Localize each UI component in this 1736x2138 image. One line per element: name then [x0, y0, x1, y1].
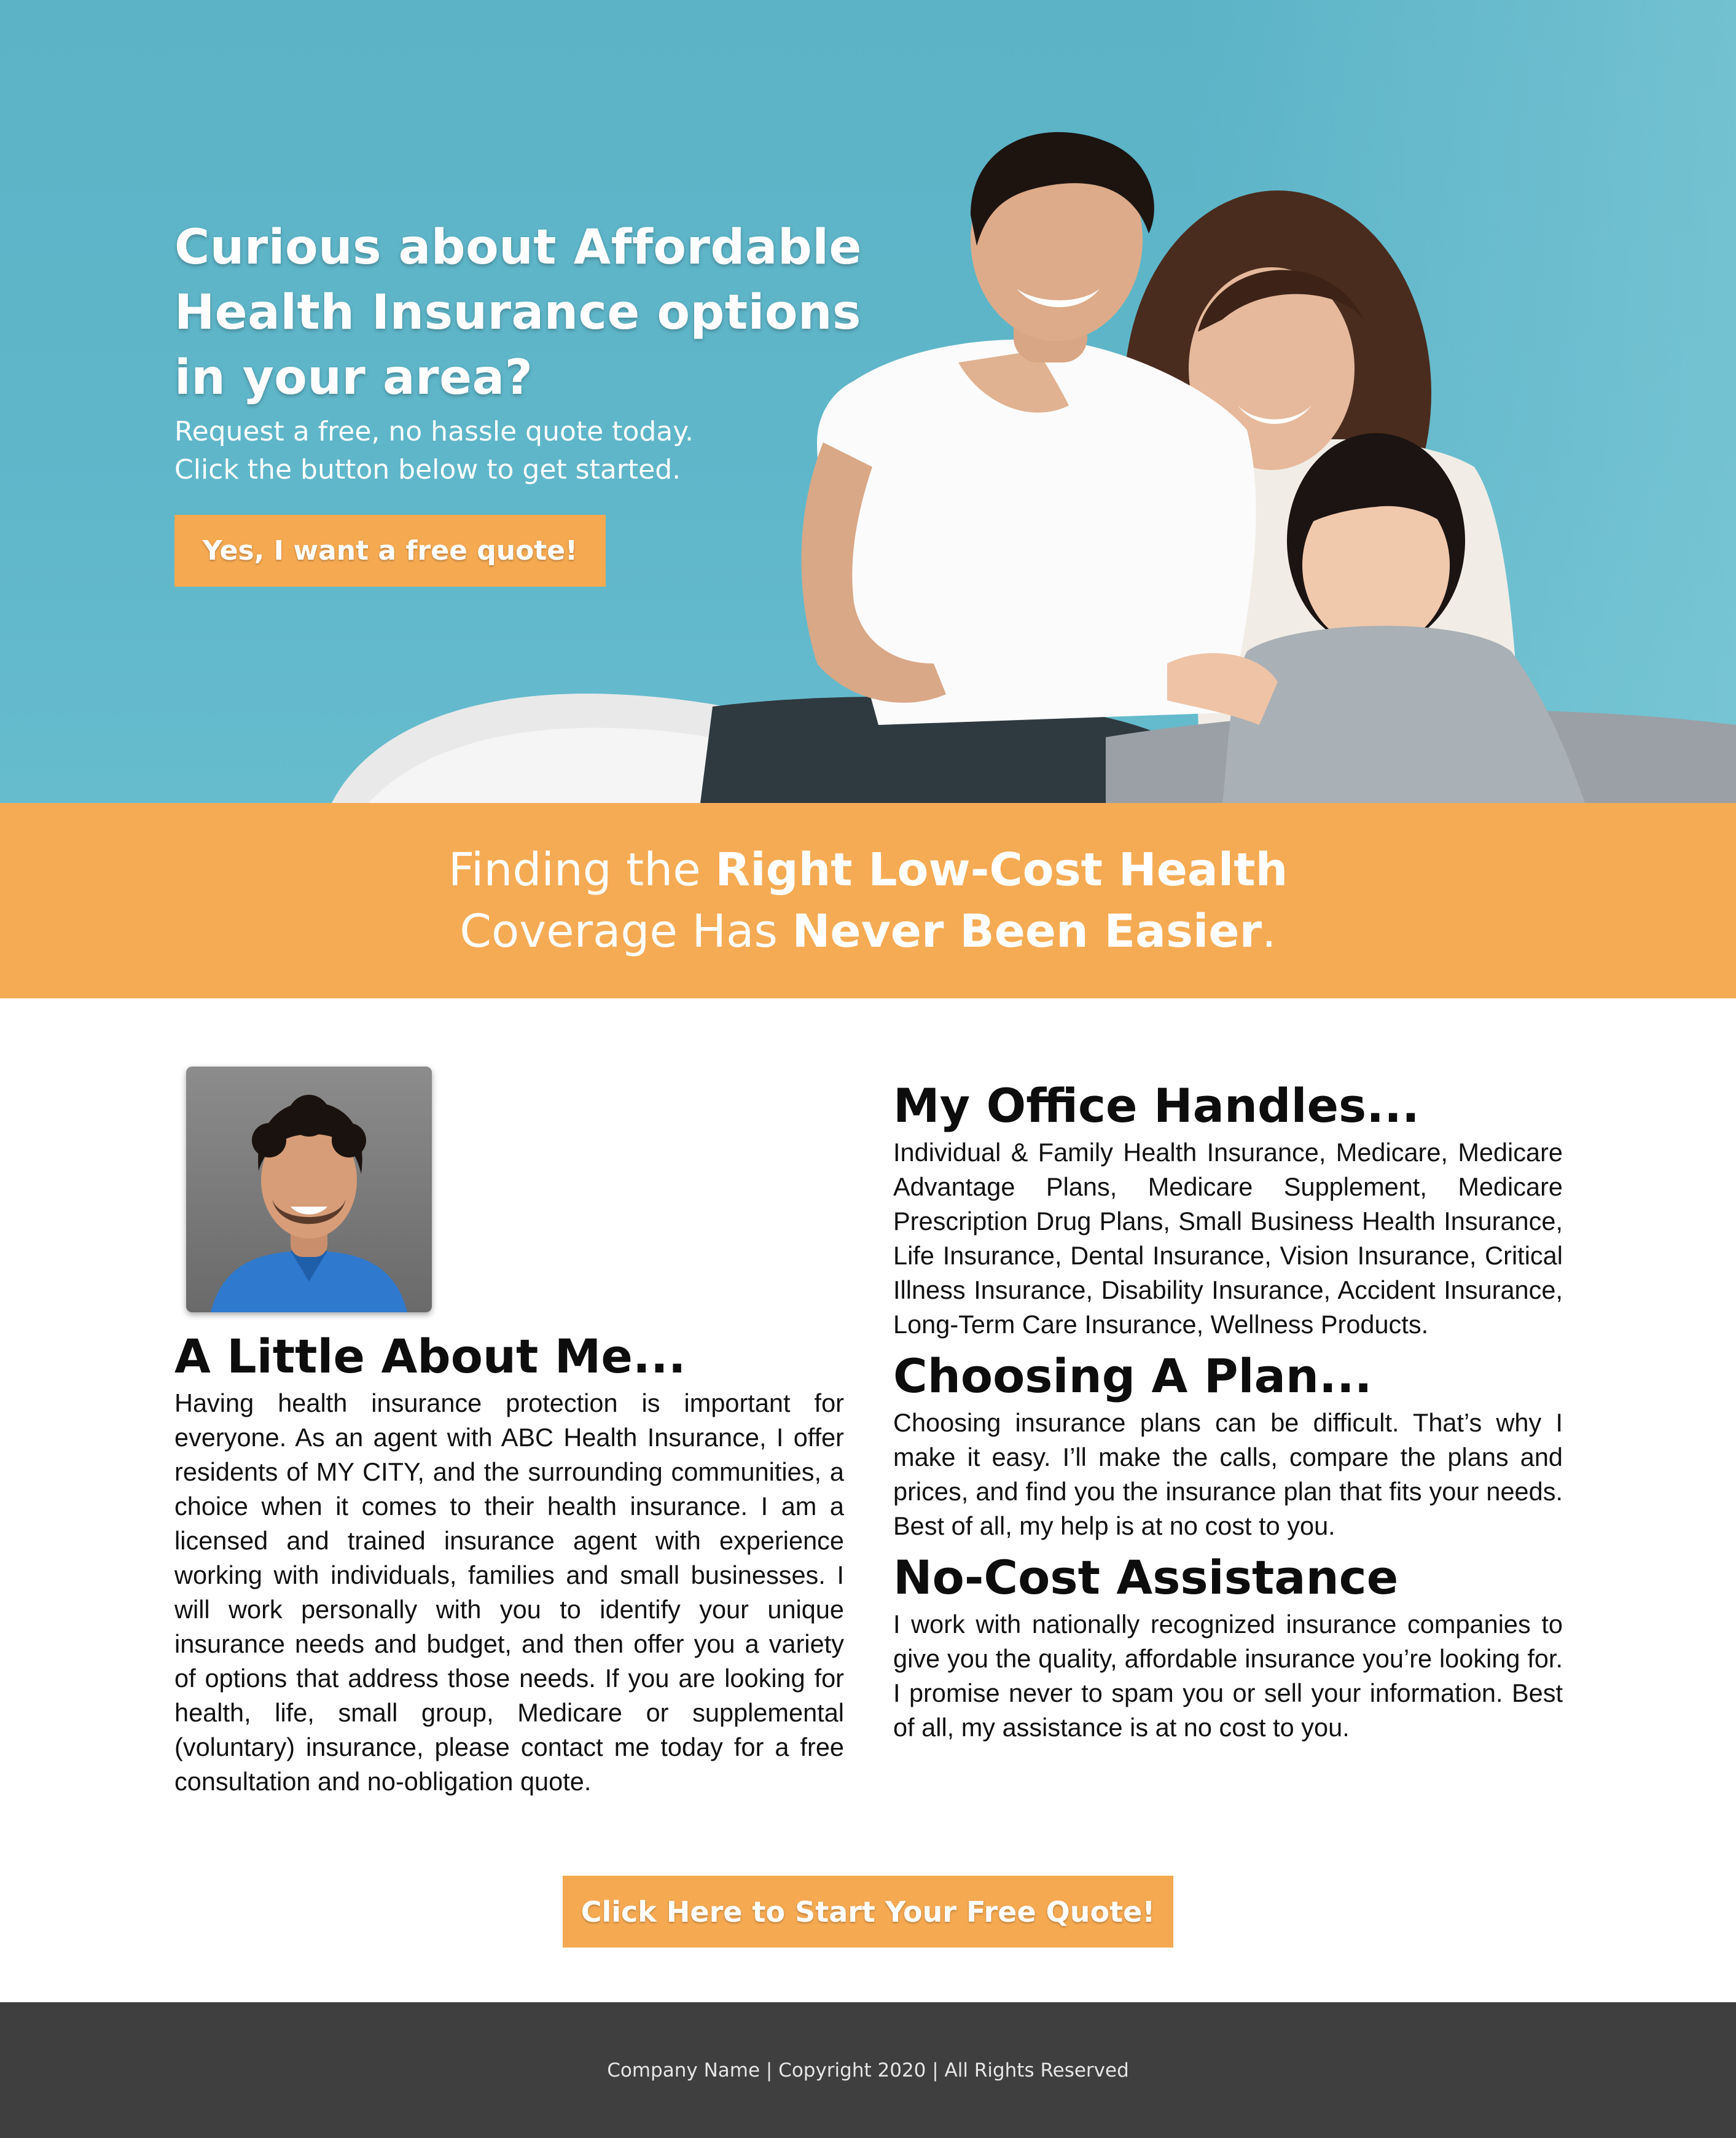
- hero-title: [174, 215, 912, 410]
- free-quote-button[interactable]: Yes, I want a free quote!: [174, 515, 606, 587]
- agent-portrait-icon: [186, 1067, 432, 1312]
- choosing-plan-body: Choosing insurance plans can be difficult. That’s why I make it easy. I’ll make the calls, compare the plans and prices, and find you the insurance plan that fits your needs. Best of all, my help is at no cost to you.: [893, 1408, 1563, 1540]
- services-column: [893, 1076, 1563, 1750]
- no-cost-assistance-heading: No-Cost Assistance: [893, 1550, 1399, 1605]
- choosing-plan-heading: Choosing A Plan...: [893, 1349, 1372, 1403]
- tagline-period: .: [1262, 905, 1277, 958]
- agent-photo: [186, 1067, 432, 1312]
- footer-copyright: Company Name | Copyright 2020 | All Rights Reserved: [607, 2059, 1129, 2081]
- tagline-line-1: [448, 839, 1288, 901]
- no-cost-assistance-section: [893, 1548, 1563, 1745]
- about-me-body: Having health insurance protection is important for everyone. As an agent with ABC Health Insurance, I offer residents of MY CITY, and the surrounding communities, a choice when it comes to their health insurance. I am a licensed and trained insurance agent with experience working with individuals, families and small businesses. I will work personally with you to identify your unique insurance needs and budget, and then offer you a variety of options that address those needs. If you are looking for health, life, small group, Medicare or supplemental (voluntary) insurance, please contact me today for a free consultation and no-obligation quote.: [174, 1388, 844, 1796]
- about-me-heading: A Little About Me...: [174, 1329, 686, 1384]
- hero-subtitle-line: Request a free, no hassle quote today.: [174, 416, 694, 447]
- no-cost-assistance-body: I work with nationally recognized insurance companies to give you the quality, affordable insurance you’re looking for. I promise never to spam you or sell your information. Best of all, my assistance is at no cost to you.: [893, 1610, 1563, 1742]
- tagline-normal-text: Finding the: [448, 844, 716, 896]
- tagline-line-2: [459, 901, 1276, 962]
- choosing-plan-section: [893, 1347, 1563, 1543]
- tagline-normal-text: Coverage Has: [459, 905, 792, 958]
- office-handles-heading: My Office Handles...: [893, 1078, 1420, 1133]
- tagline-band: [0, 803, 1736, 998]
- hero-text-block: [174, 215, 912, 489]
- hero-title-line: in your area?: [174, 350, 533, 405]
- hero-subtitle-line: Click the button below to get started.: [174, 454, 681, 485]
- hero-subtitle: [174, 413, 912, 489]
- start-free-quote-button[interactable]: Click Here to Start Your Free Quote!: [563, 1876, 1173, 1948]
- office-handles-section: [893, 1076, 1563, 1342]
- hero-title-line: Health Insurance options: [174, 285, 861, 340]
- tagline-bold-text: Never Been Easier: [792, 905, 1262, 958]
- footer: [0, 2002, 1736, 2138]
- hero-section: [0, 0, 1736, 803]
- tagline-bold-text: Right Low-Cost Health: [715, 844, 1288, 896]
- about-me-section: [174, 1327, 844, 1799]
- hero-title-line: Curious about Affordable: [174, 220, 862, 275]
- office-handles-body: Individual & Family Health Insurance, Medicare, Medicare Advantage Plans, Medicare Supplement, Medicare Prescription Drug Plans, Small Business Health Insurance, Life Insurance, Dental Insurance, Vision Insurance, Critical Illness Insurance, Disability Insurance, Accident Insurance, Long-Term Care Insurance, Wellness Products.: [893, 1138, 1563, 1339]
